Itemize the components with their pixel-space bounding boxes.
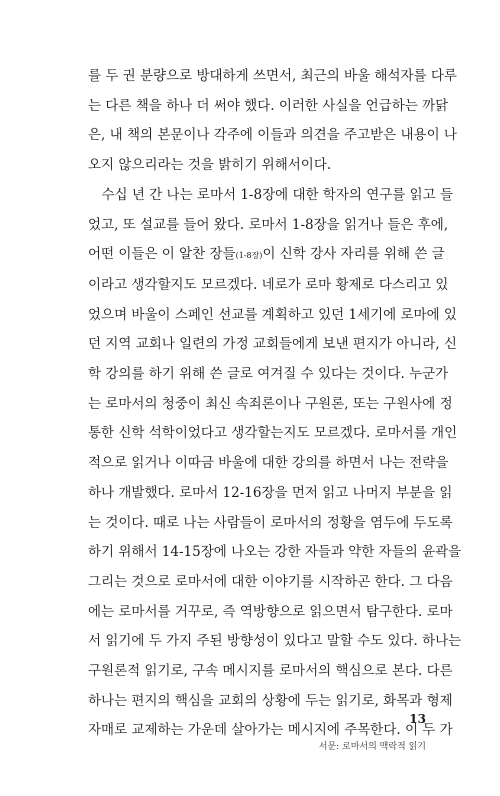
- text-line: 에는 로마서를 거꾸로, 즉 역방향으로 읽으면서 탐구한다. 로마: [88, 603, 453, 620]
- text-line: 수십 년 간 나는 로마서 1-8장에 대한 학자의 연구를 읽고 들: [101, 186, 454, 203]
- text-line: 었고, 또 설교를 들어 왔다. 로마서 1-8장을 읽거나 들은 후에,: [88, 216, 449, 233]
- text-line: 그리는 것으로 로마서에 대한 이야기를 시작하곤 한다. 그 다음: [88, 573, 453, 590]
- text-line: 통한 신학 석학이었다고 생각할는지도 모르겠다. 로마서를 개인: [88, 425, 458, 442]
- text-line: 서 읽기에 두 가지 주된 방향성이 있다고 말할 수도 있다. 하나는: [88, 633, 462, 650]
- text-line: 은, 내 책의 본문이나 각주에 이들과 의견을 주고받은 내용이 나: [88, 127, 457, 144]
- inline-chapter-note: (1-8장): [235, 251, 263, 261]
- text-line: 는 다른 책을 하나 더 써야 했다. 이러한 사실을 언급하는 까닭: [88, 97, 449, 114]
- text-line: 었으며 바울이 스페인 선교를 계획하고 있던 1세기에 로마에 있: [88, 306, 457, 323]
- paragraph-2: [88, 181, 462, 746]
- page-number: 13: [409, 712, 426, 726]
- running-footer: 서문: 로마서의 맥락적 읽기: [318, 742, 426, 752]
- text-line: 적으로 읽거나 이따금 바울에 대한 강의를 하면서 나는 전략을: [88, 455, 449, 472]
- text-line: 구원론적 읽기로, 구속 메시지를 로마서의 핵심으로 본다. 다른: [88, 663, 453, 680]
- text-line: 오지 않으리라는 것을 밝히기 위해서이다.: [88, 157, 332, 174]
- text-line-with-note: [88, 240, 445, 271]
- text-line: 하기 위해서 14-15장에 나오는 강한 자들과 약한 자들의 윤곽을: [88, 544, 462, 561]
- text-line: 이라고 생각할지도 모르겠다. 네로가 로마 황제로 다스리고 있: [88, 276, 449, 293]
- text-line: 던 지역 교회나 일련의 가정 교회들에게 보낸 편지가 아니라, 신: [88, 336, 457, 353]
- text-line: 는 것이다. 때로 나는 사람들이 로마서의 정황을 염두에 두도록: [88, 514, 453, 531]
- text-line: 하나는 편지의 핵심을 교회의 상황에 두는 읽기로, 화목과 형제: [88, 692, 453, 709]
- text-line: 자매로 교제하는 가운데 살아가는 메시지에 주목한다. 이 두 가: [88, 722, 453, 739]
- text-line: 하나 개발했다. 로마서 12-16장을 먼저 읽고 나머지 부분을 읽: [88, 484, 453, 501]
- text-line: 학 강의를 하기 위해 쓴 글로 여겨질 수 있다는 것이다. 누군가: [88, 366, 449, 383]
- text-fragment: 어떤 이들은 이 알찬 장들: [88, 246, 236, 263]
- text-fragment: 이 신학 강사 자리를 위해 쓴 글: [262, 246, 445, 263]
- text-line: 를 두 권 분량으로 방대하게 쓰면서, 최근의 바울 해석자를 다루: [88, 68, 457, 84]
- body-text: [88, 62, 462, 746]
- paragraph-1: [88, 62, 457, 181]
- text-line: 는 로마서의 청중이 최신 속죄론이나 구원론, 또는 구원사에 정: [88, 395, 453, 412]
